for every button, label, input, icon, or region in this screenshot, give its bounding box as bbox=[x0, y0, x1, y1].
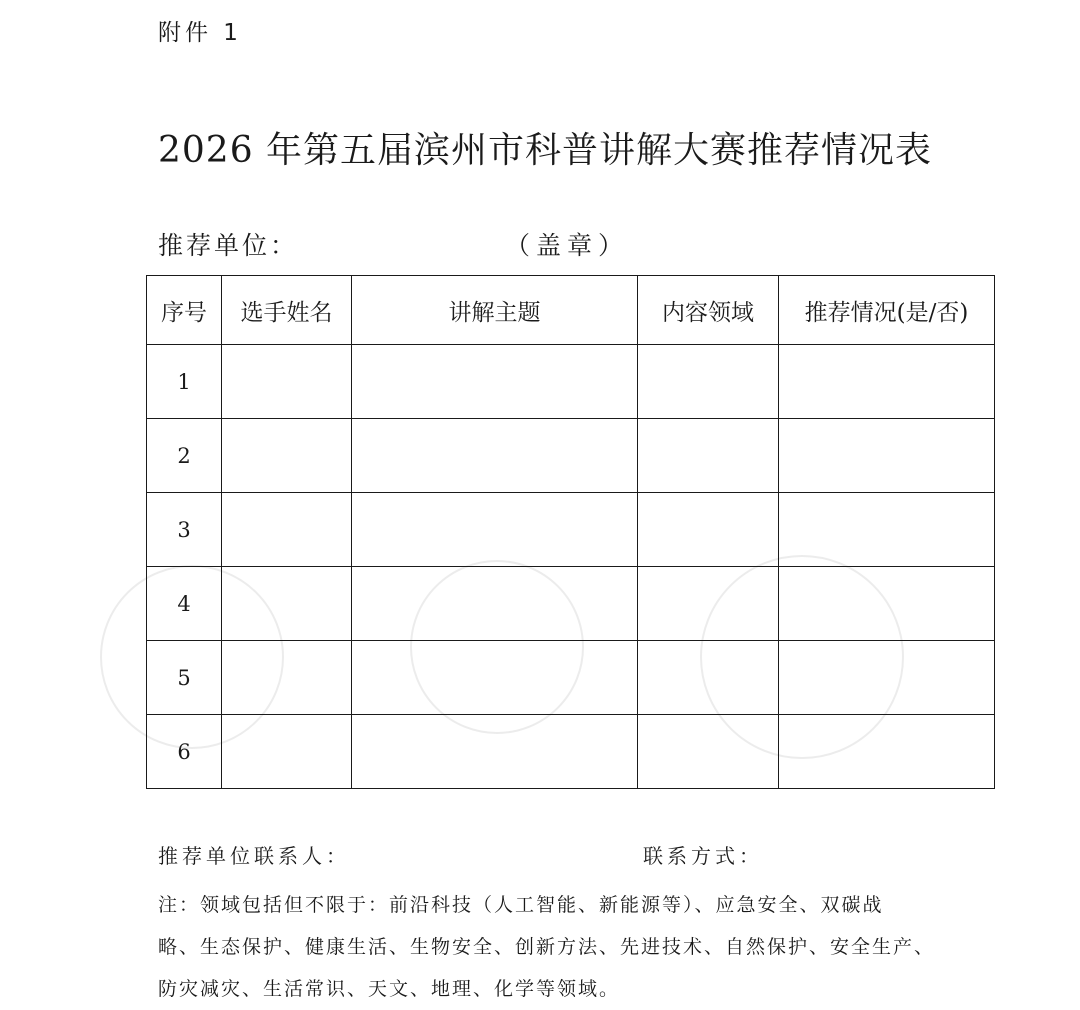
field-note bbox=[158, 884, 948, 1010]
table-row bbox=[147, 419, 995, 493]
cell-recommendation-status[interactable] bbox=[779, 419, 995, 493]
cell-content-field[interactable] bbox=[638, 641, 779, 715]
row-number: 3 bbox=[147, 493, 222, 567]
contact-method-label: 联系方式： bbox=[643, 844, 763, 868]
cell-recommendation-status[interactable] bbox=[779, 493, 995, 567]
cell-content-field[interactable] bbox=[638, 493, 779, 567]
recommend-unit-label: 推荐单位： bbox=[158, 231, 299, 260]
recommendation-table bbox=[146, 275, 995, 789]
cell-content-field[interactable] bbox=[638, 567, 779, 641]
cell-contestant-name[interactable] bbox=[222, 715, 352, 789]
contact-person-label: 推荐单位联系人： bbox=[158, 844, 350, 868]
cell-content-field[interactable] bbox=[638, 715, 779, 789]
cell-presentation-topic[interactable] bbox=[352, 345, 638, 419]
table-row bbox=[147, 345, 995, 419]
header-presentation-topic: 讲解主题 bbox=[352, 276, 638, 345]
cell-content-field[interactable] bbox=[638, 345, 779, 419]
cell-presentation-topic[interactable] bbox=[352, 419, 638, 493]
cell-content-field[interactable] bbox=[638, 419, 779, 493]
table-row bbox=[147, 715, 995, 789]
row-number: 4 bbox=[147, 567, 222, 641]
cell-presentation-topic[interactable] bbox=[352, 641, 638, 715]
header-content-field: 内容领域 bbox=[638, 276, 779, 345]
table-row bbox=[147, 567, 995, 641]
table-row bbox=[147, 493, 995, 567]
cell-contestant-name[interactable] bbox=[222, 493, 352, 567]
header-recommendation-status: 推荐情况(是/否) bbox=[779, 276, 995, 345]
cell-recommendation-status[interactable] bbox=[779, 567, 995, 641]
header-serial-number: 序号 bbox=[147, 276, 222, 345]
cell-contestant-name[interactable] bbox=[222, 641, 352, 715]
cell-recommendation-status[interactable] bbox=[779, 715, 995, 789]
note-line: 注：领域包括但不限于：前沿科技（人工智能、新能源等）、应急安全、双碳战 bbox=[158, 894, 884, 916]
row-number: 2 bbox=[147, 419, 222, 493]
document-title: 2026 年第五届滨州市科普讲解大赛推荐情况表 bbox=[158, 130, 933, 171]
row-number: 6 bbox=[147, 715, 222, 789]
table-header-row bbox=[147, 276, 995, 345]
row-number: 1 bbox=[147, 345, 222, 419]
cell-contestant-name[interactable] bbox=[222, 567, 352, 641]
cell-recommendation-status[interactable] bbox=[779, 345, 995, 419]
cell-contestant-name[interactable] bbox=[222, 419, 352, 493]
cell-contestant-name[interactable] bbox=[222, 345, 352, 419]
cell-recommendation-status[interactable] bbox=[779, 641, 995, 715]
note-line: 防灾减灾、生活常识、天文、地理、化学等领域。 bbox=[158, 978, 621, 1000]
cell-presentation-topic[interactable] bbox=[352, 567, 638, 641]
header-contestant-name: 选手姓名 bbox=[222, 276, 352, 345]
cell-presentation-topic[interactable] bbox=[352, 493, 638, 567]
note-line: 略、生态保护、健康生活、生物安全、创新方法、先进技术、自然保护、安全生产、 bbox=[158, 936, 936, 958]
attachment-label: 附件 1 bbox=[158, 20, 242, 46]
row-number: 5 bbox=[147, 641, 222, 715]
table-row bbox=[147, 641, 995, 715]
seal-note: （盖章） bbox=[505, 231, 630, 260]
cell-presentation-topic[interactable] bbox=[352, 715, 638, 789]
